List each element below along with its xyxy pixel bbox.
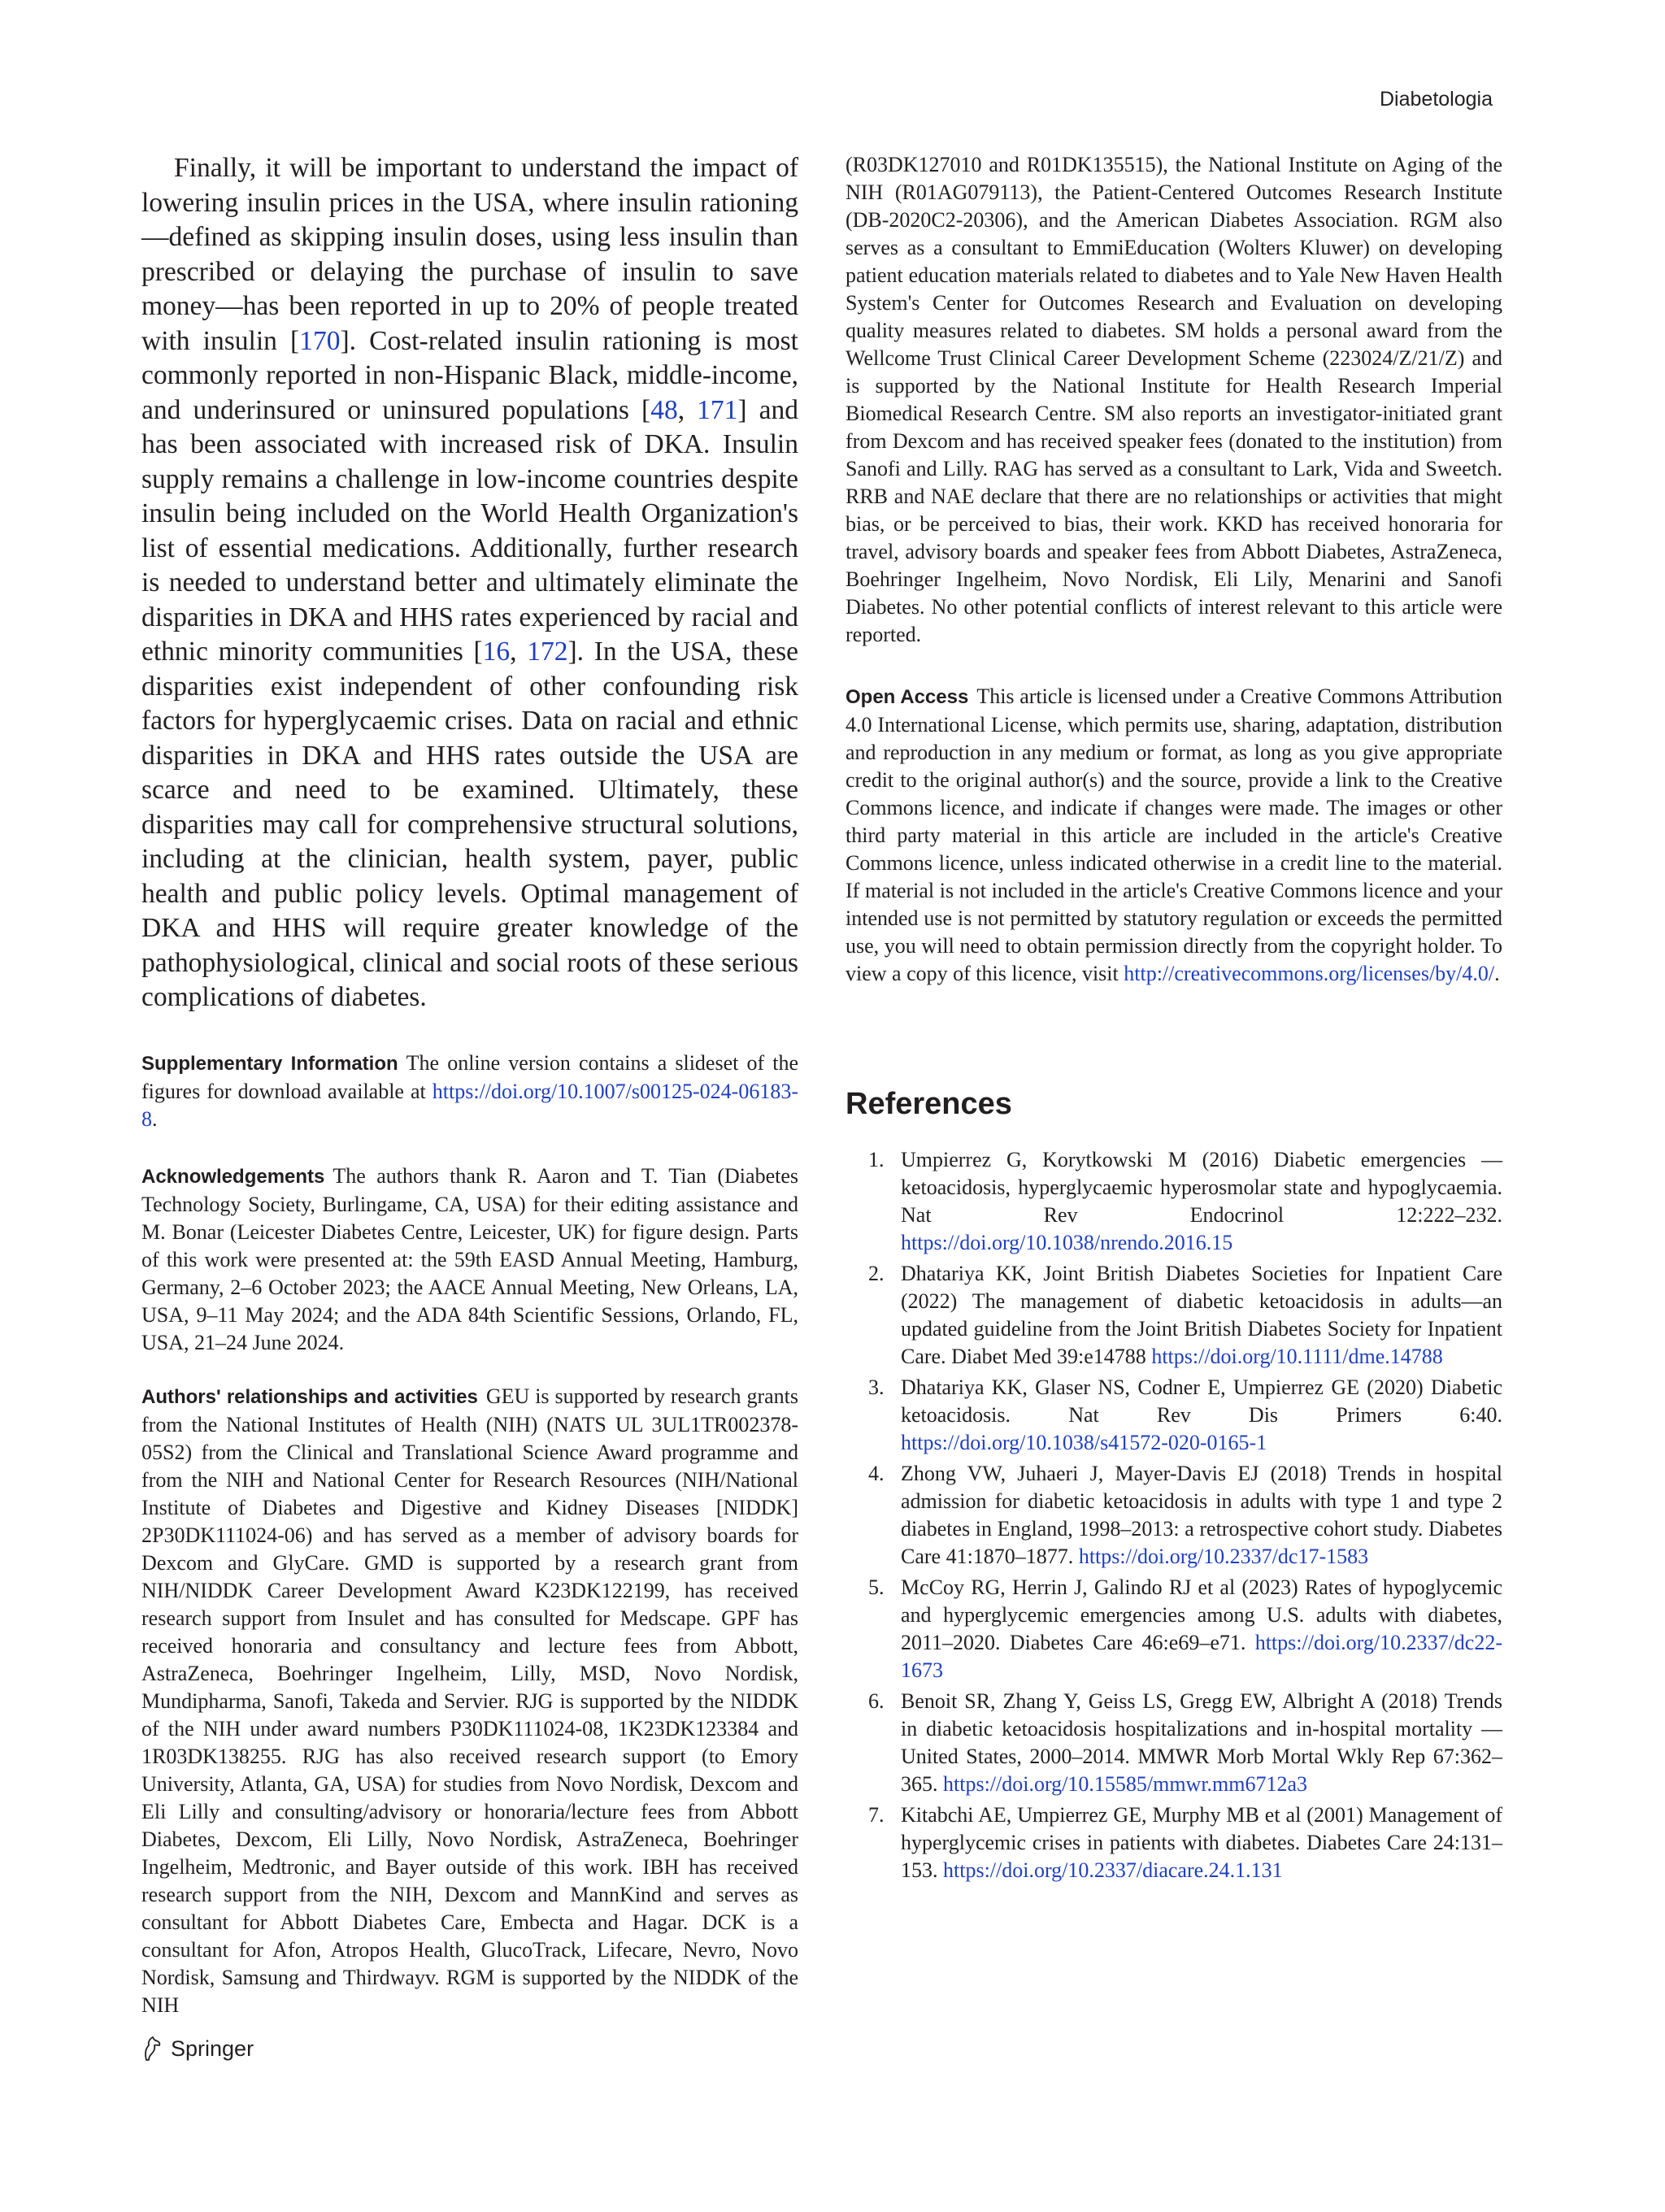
publisher-name: Springer: [171, 2036, 254, 2061]
reference-item: 3. Dhatariya KK, Glaser NS, Codner E, Umpierrez GE (2020) Diabetic ketoacidosis. Nat Rev Dis Primers 6:40. https://doi.org/10.1038/s41572-020-0165-1: [868, 1375, 1502, 1454]
citation-link[interactable]: 48: [650, 394, 678, 425]
publisher-footer: [141, 2036, 254, 2062]
section-heading: Acknowledgements: [141, 1165, 325, 1188]
supplementary-information: Supplementary Information The online version contains a slideset of the figures for download available at https://doi.org/10.1007/s00125-024-06183-8.: [141, 1050, 798, 1131]
journal-name: Diabetologia: [1380, 88, 1493, 111]
reference-doi-link[interactable]: https://doi.org/10.2337/dc22-1673: [901, 1631, 1502, 1682]
reference-doi-link[interactable]: https://doi.org/10.1111/dme.14788: [1151, 1345, 1443, 1368]
reference-item: 4. Zhong VW, Juhaeri J, Mayer-Davis EJ (2018) Trends in hospital admission for diabetic ketoacidosis in adults with type 1 and type 2 diabetes in England, 1998–2013: a retrospective cohort study. Diabetes Care 41:1870–1877. https://doi.org/10.2337/dc17-1583: [868, 1462, 1502, 1568]
section-heading: Authors' relationships and activities: [141, 1385, 478, 1408]
conclusion-paragraph: Finally, it will be important to understand the impact of lowering insulin prices in the USA, where insulin rationing—defined as skipping insulin doses, using less insulin than prescribed or delaying the purchase of insulin to save money—has been reported in up to 20% of people treated with insulin [170]. Cost-related insulin rationing is most commonly reported in non-Hispanic Black, middle-income, and underinsured or uninsured populations [48, 171] and has been associated with increased risk of DKA. Insulin supply remains a challenge in low-income countries despite insulin being included on the World Health Organization's list of essential medications. Additionally, further research is needed to understand better and ultimately eliminate the disparities in DKA and HHS rates experienced by racial and ethnic minority communities [16, 172]. In the USA, these disparities exist independent of other confounding risk factors for hyperglycaemic crises. Data on racial and ethnic disparities in DKA and HHS rates outside the USA are scarce and need to be examined. Ultimately, these disparities may call for comprehensive structural solutions, including at the clinician, health system, payer, public health and public policy levels. Optimal management of DKA and HHS will require greater knowledge of the pathophysiological, clinical and social roots of these serious complications of diabetes.: [141, 153, 799, 1012]
citation-link[interactable]: 170: [299, 325, 341, 356]
reference-doi-link[interactable]: https://doi.org/10.2337/dc17-1583: [1078, 1545, 1369, 1568]
section-heading: Open Access: [846, 686, 969, 708]
supplementary-link[interactable]: https://doi.org/10.1007/s00125-024-06183-8: [141, 1079, 798, 1131]
open-access: Open Access This article is licensed under a Creative Commons Attribution 4.0 International License, which permits use, sharing, adaptation, distribution and reproduction in any medium or format, as long as you give appropriate credit to the original author(s) and the source, provide a link to the Creative Commons licence, and indicate if changes were made. The images or other third party material in this article are included in the article's Creative Commons licence, unless indicated otherwise in a credit line to the material. If material is not included in the article's Creative Commons licence and your intended use is not permitted by statutory regulation or exceeds the permitted use, you will need to obtain permission directly from the copyright holder. To view a copy of this licence, visit http://creativecommons.org/licenses/by/4.0/.: [846, 684, 1502, 985]
authors-relationships: Authors' relationships and activities GEU is supported by research grants from the National Institutes of Health (NIH) (NATS UL 3UL1TR002378-05S2) from the Clinical and Translational Science Award programme and from the NIH and National Center for Research Resources (NIH/National Institute of Diabetes and Digestive and Kidney Diseases [NIDDK] 2P30DK111024-06) and has served as a member of advisory boards for Dexcom and GlyCare. GMD is supported by a research grant from NIH/NIDDK Career Development Award K23DK122199, has received research support from Insulet and has consulted for Medscape. GPF has received honoraria and consultancy and lecture fees from Abbott, AstraZeneca, Boehringer Ingelheim, Lilly, MSD, Novo Nordisk, Mundipharma, Sanofi, Takeda and Servier. RJG is supported by the NIDDK of the NIH under award numbers P30DK111024-08, 1K23DK123384 and 1R03DK138255. RJG has also received research support (to Emory University, Atlanta, GA, USA) for studies from Novo Nordisk, Dexcom and Eli Lilly and consulting/advisory or honoraria/lecture fees from Abbott Diabetes, Dexcom, Eli Lilly, Novo Nordisk, AstraZeneca, Boehringer Ingelheim, Medtronic, and Bayer outside of this work. IBH has received research support from the NIH, Dexcom and MannKind and serves as consultant for Abbott Diabetes Care, Embecta and Hagar. DCK is a consultant for Afon, Atropos Health, GlucoTrack, Lifecare, Nevro, Novo Nordisk, Samsung and Thirdwayv. RGM is supported by the NIDDK of the NIH: [141, 1384, 798, 2017]
reference-item: 6. Benoit SR, Zhang Y, Geiss LS, Gregg EW, Albright A (2018) Trends in diabetic ketoacidosis hospitalizations and in-hospital mortality — United States, 2000–2014. MMWR Morb Mortal Wkly Rep 67:362–365. https://doi.org/10.15585/mmwr.mm6712a3: [868, 1689, 1502, 1796]
reference-item: 2. Dhatariya KK, Joint British Diabetes Societies for Inpatient Care (2022) The management of diabetic ketoacidosis in adults—an updated guideline from the Joint British Diabetes Society for Inpatient Care. Diabet Med 39:e14788 https://doi.org/10.1111/dme.14788: [868, 1262, 1502, 1368]
reference-item: 5. McCoy RG, Herrin J, Galindo RJ et al (2023) Rates of hypoglycemic and hyperglycemic emergencies among U.S. adults with diabetes, 2011–2020. Diabetes Care 46:e69–e71. https://doi.org/10.2337/dc22-1673: [868, 1575, 1502, 1682]
acknowledgements: Acknowledgements The authors thank R. Aaron and T. Tian (Diabetes Technology Society, Burlingame, CA, USA) for their editing assistance and M. Bonar (Leicester Diabetes Centre, Leicester, UK) for figure design. Parts of this work were presented at: the 59th EASD Annual Meeting, Hamburg, Germany, 2–6 October 2023; the AACE Annual Meeting, New Orleans, LA, USA, 9–11 May 2024; and the ADA 84th Scientific Sessions, Orlando, FL, USA, 21–24 June 2024.: [141, 1163, 798, 1354]
references-title: References: [846, 1087, 1012, 1121]
right-column: [846, 151, 1502, 1888]
reference-item: 7. Kitabchi AE, Umpierrez GE, Murphy MB et al (2001) Management of hyperglycemic crises in patients with diabetes. Diabetes Care 24:131–153. https://doi.org/10.2337/diacare.24.1.131: [868, 1803, 1502, 1882]
citation-link[interactable]: 171: [697, 394, 738, 425]
reference-doi-link[interactable]: https://doi.org/10.2337/diacare.24.1.131: [943, 1858, 1283, 1882]
license-link[interactable]: http://creativecommons.org/licenses/by/4.0/: [1124, 962, 1495, 985]
reference-doi-link[interactable]: https://doi.org/10.1038/nrendo.2016.15: [901, 1231, 1233, 1254]
citation-link[interactable]: 172: [527, 637, 568, 667]
reference-doi-link[interactable]: https://doi.org/10.15585/mmwr.mm6712a3: [943, 1772, 1308, 1796]
reference-list: [846, 1146, 1502, 1884]
section-heading: Supplementary Information: [141, 1052, 398, 1075]
left-column: [141, 151, 798, 2019]
springer-horse-icon: [141, 2036, 163, 2062]
reference-item: 1. Umpierrez G, Korytkowski M (2016) Diabetic emergencies — ketoacidosis, hyperglycaemic hyperosmolar state and hypoglycaemia. Nat Rev Endocrinol 12:222–232. https://doi.org/10.1038/nrendo.2016.15: [868, 1148, 1502, 1254]
reference-doi-link[interactable]: https://doi.org/10.1038/s41572-020-0165-1: [901, 1431, 1267, 1454]
citation-link[interactable]: 16: [482, 637, 511, 667]
authors-relationships-continued: (R03DK127010 and R01DK135515), the National Institute on Aging of the NIH (R01AG079113), the Patient-Centered Outcomes Research Institute (DB-2020C2-20306), and the American Diabetes Association. RGM also serves as a consultant to EmmiEducation (Wolters Kluwer) on developing patient education materials related to diabetes and to Yale New Haven Health System's Center for Outcomes Research and Evaluation on developing quality measures related to diabetes. SM holds a personal award from the Wellcome Trust Clinical Career Development Scheme (223024/Z/21/Z) and is supported by the National Institute for Health Research Imperial Biomedical Research Centre. SM also reports an investigator-initiated grant from Dexcom and has received speaker fees (donated to the institution) from Sanofi and Lilly. RAG has served as a consultant to Lark, Vida and Sweetch. RRB and NAE declare that there are no relationships or activities that might bias, or be perceived to bias, their work. KKD has received honoraria for travel, advisory boards and speaker fees from Abbott Diabetes, AstraZeneca, Boehringer Ingelheim, Novo Nordisk, Eli Lily, Menarini and Sanofi Diabetes. No other potential conflicts of interest relevant to this article were reported.: [846, 153, 1502, 646]
